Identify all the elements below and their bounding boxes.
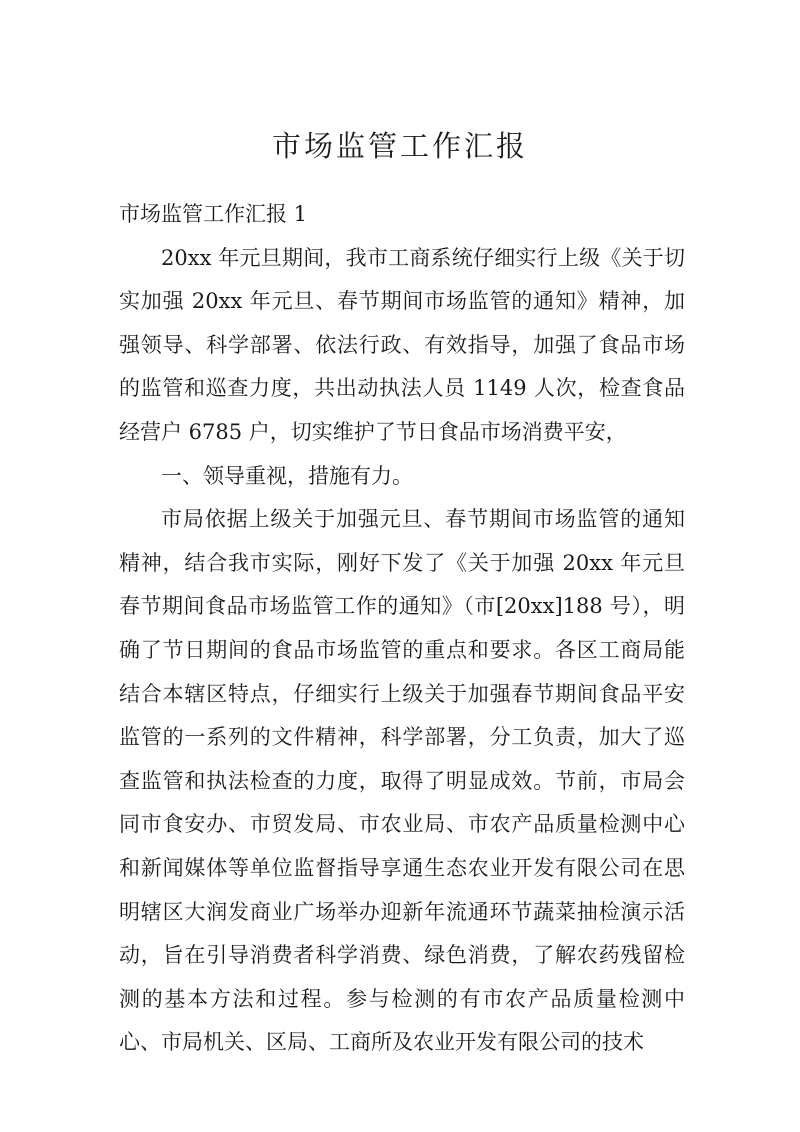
section-heading-1: 一、领导重视，措施有力。	[161, 463, 413, 488]
document-title: 市场监管工作汇报	[271, 129, 528, 163]
document-body	[119, 193, 685, 1065]
section-subtitle: 市场监管工作汇报 1	[119, 202, 308, 226]
paragraph-intro: 20xx 年元旦期间，我市工商系统仔细实行上级《关于切实加强 20xx 年元旦、春节期间市场监管的通知》精神，加强领导、科学部署、依法行政、有效指导，加强了食品市场的监管和巡查力度，共出动执法人员 1149 人次，检查食品经营户 6785 户，切实维护了节日食品市场消费平安，	[119, 245, 685, 444]
paragraph-section-1: 市局依据上级关于加强元旦、春节期间市场监管的通知精神，结合我市实际，刚好下发了《关于加强 20xx 年元旦春节期间食品市场监管工作的通知》（市[20xx]188 号），明确了节日期间的食品市场监管的重点和要求。各区工商局能结合本辖区特点，仔细实行上级关于加强春节期间食品平安监管的一系列的文件精神，科学部署，分工负责，加大了巡查监管和执法检查的力度，取得了明显成效。节前，市局会同市食安办、市贸发局、市农业局、市农产品质量检测中心和新闻媒体等单位监督指导享通生态农业开发有限公司在思明辖区大润发商业广场举办迎新年流通环节蔬菜抽检演示活动，旨在引导消费者科学消费、绿色消费，了解农药残留检测的基本方法和过程。参与检测的有市农产品质量检测中心、市局机关、区局、工商所及农业开发有限公司的技术	[119, 507, 685, 1055]
